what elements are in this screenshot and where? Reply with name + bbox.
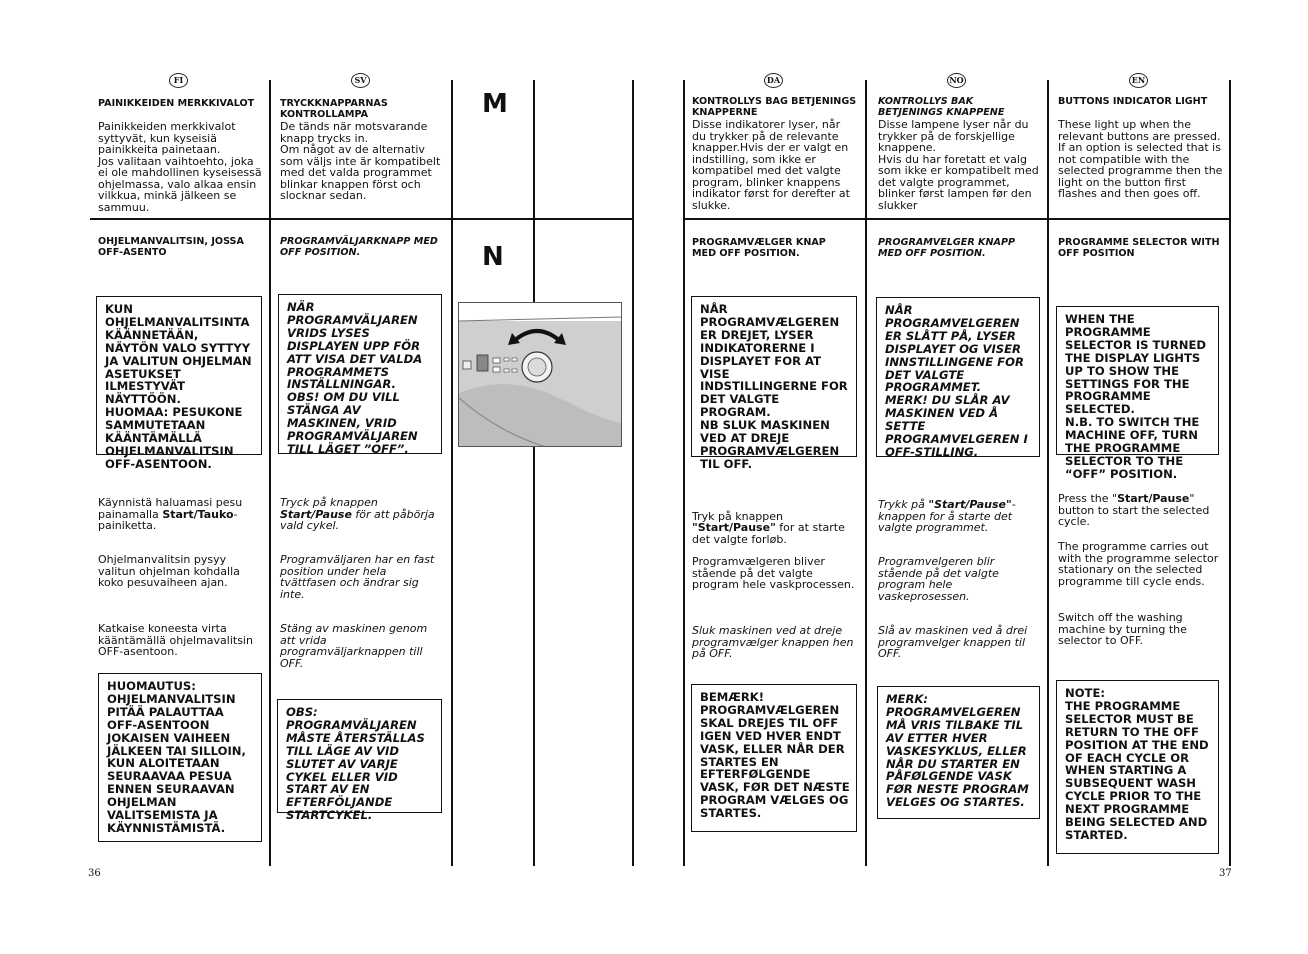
en-heading-m: BUTTONS INDICATOR LIGHT	[1058, 96, 1208, 107]
no-box-1: NÅR PROGRAMVELGEREN ER SLÅTT PÅ, LYSER DISPLAYET OG VISER INNSTILLINGENE FOR DET VALGTE PROGRAMMET. MERK! DU SLÅR AV MASKINEN VED Å SETTE PROGRAMVELGEREN I OFF-STILLING.	[876, 297, 1040, 457]
sv-paragraph-1: Tryck på knappen Start/Pause för att påbörja vald cykel.	[280, 496, 435, 532]
fi-box-1: KUN OHJELMANVALITSINTA KÄÄNNETÄÄN, NÄYTÖN VALO SYTTYY JA VALITUN OHJELMAN ASETUKSET ILMESTYVÄT NÄYTTÖÖN. HUOMAA: PESUKONE SAMMUTETAAN KÄÄNTÄMÄLLÄ OHJELMANVALITSIN OFF-ASENTOON.	[96, 296, 262, 455]
da-heading-n: PROGRAMVÆLGER KNAP MED OFF POSITION.	[692, 237, 826, 260]
sv-heading-m: TRYCKKNAPPARNAS KONTROLLAMPA	[280, 98, 388, 121]
en-paragraph-2: The programme carries out with the programme selector stationary on the selected programme till cycle ends.	[1058, 540, 1219, 588]
no-paragraph-1: Trykk på "Start/Pause"-knappen for å starte det valgte programmet.	[878, 498, 1016, 534]
fi-paragraph-3: Katkaise koneesta virta kääntämällä ohjelmavalitsin OFF-asentoon.	[98, 622, 253, 658]
fi-heading-m: PAINIKKEIDEN MERKKIVALOT	[98, 98, 255, 109]
no-heading-n: PROGRAMVELGER KNAPP MED OFF POSITION.	[878, 237, 1016, 260]
no-heading-m: KONTROLLYS BAK BETJENINGS KNAPPENE	[878, 96, 1005, 119]
en-box-1: WHEN THE PROGRAMME SELECTOR IS TURNED THE DISPLAY LIGHTS UP TO SHOW THE SETTINGS FOR THE PROGRAMME SELECTED. N.B. TO SWITCH THE MACHINE OFF, TURN THE PROGRAMME SELECTOR TO THE “OFF” POSITION.	[1056, 306, 1219, 455]
column-divider	[683, 80, 685, 866]
sv-box-1: NÄR PROGRAMVÄLJAREN VRIDS LYSES DISPLAYEN UPP FÖR ATT VISA DET VALDA PROGRAMMETS INSTÄLLNINGAR. OBS! OM DU VILL STÄNGA AV MASKINEN, VRID PROGRAMVÄLJAREN TILL LÄGET ”OFF”.	[278, 294, 442, 454]
column-divider	[269, 80, 271, 866]
language-badge-da: DA	[764, 73, 783, 88]
en-box-2: NOTE: THE PROGRAMME SELECTOR MUST BE RETURN TO THE OFF POSITION AT THE END OF EACH CYCLE OR WHEN STARTING A SUBSEQUENT WASH CYCLE PRIOR TO THE NEXT PROGRAMME BEING SELECTED AND STARTED.	[1056, 680, 1219, 854]
no-paragraph-3: Slå av maskinen ved å drei programvelger knappen til OFF.	[878, 624, 1028, 660]
language-badge-sv: SV	[351, 73, 370, 88]
column-divider	[451, 80, 453, 866]
column-divider	[1229, 80, 1231, 866]
column-divider	[1047, 80, 1049, 866]
fi-box-2: HUOMAUTUS: OHJELMANVALITSIN PITÄÄ PALAUTTAA OFF-ASENTOON JOKAISEN VAIHEEN JÄLKEEN TAI SILLOIN, KUN ALOITETAAN SEURAAVAA PESUA ENNEN SEURAAVAN OHJELMAN VALITSEMISTA JA KÄYNNISTÄMISTÄ.	[98, 673, 262, 842]
column-divider	[632, 80, 634, 866]
da-text-m: Disse indikatorer lyser, når du trykker på de relevante knapper.Hvis der er valgt en indstilling, som ikke er kompatibel med det valgte program, blinker knappens indikator først for derefter at slukke.	[692, 118, 850, 212]
en-paragraph-1: Press the "Start/Pause" button to start the selected cycle.	[1058, 492, 1210, 528]
column-divider	[533, 80, 535, 866]
page-number-left: 36	[88, 868, 101, 879]
da-paragraph-2: Programvælgeren bliver stående på det valgte program hele vaskprocessen.	[692, 555, 855, 591]
da-box-1: NÅR PROGRAMVÆLGEREN ER DREJET, LYSER INDIKATORERNE I DISPLAYET FOR AT VISE INDSTILLINGERNE FOR DET VALGTE PROGRAM. NB SLUK MASKINEN VED AT DREJE PROGRAMVÆLGEREN TIL OFF.	[691, 296, 857, 457]
section-label-n: N	[482, 242, 504, 272]
language-badge-en: EN	[1129, 73, 1148, 88]
fi-heading-n: OHJELMANVALITSIN, JOSSA OFF-ASENTO	[98, 236, 244, 259]
section-label-m: M	[482, 89, 508, 119]
section-divider	[683, 218, 1231, 220]
language-badge-fi: FI	[169, 73, 188, 88]
da-paragraph-3: Sluk maskinen ved at dreje programvælger knappen hen på OFF.	[692, 624, 854, 660]
fi-paragraph-1: Käynnistä haluamasi pesu painamalla Start/Tauko-painiketta.	[98, 496, 243, 532]
programme-selector-panel-icon	[458, 302, 622, 447]
sv-paragraph-2: Programväljaren har en fast position under hela tvättfasen och ändrar sig inte.	[280, 553, 435, 601]
no-paragraph-2: Programvelgeren blir stående på det valgte program hele vaskeprosessen.	[878, 555, 999, 603]
page-number-right: 37	[1219, 868, 1232, 879]
en-heading-n: PROGRAMME SELECTOR WITH OFF POSITION	[1058, 237, 1220, 260]
sv-box-2: OBS: PROGRAMVÄLJAREN MÅSTE ÅTERSTÄLLAS TILL LÄGE AV VID SLUTET AV VARJE CYKEL ELLER VID START AV EN EFTERFÖLJANDE STARTCYKEL.	[277, 699, 442, 813]
no-text-m: Disse lampene lyser når du trykker på de forskjellige knappene. Hvis du har foretatt et valg som ikke er kompatibelt med det valgte programmet, blinker først lampen før den slukker	[878, 118, 1039, 212]
da-heading-m: KONTROLLYS BAG BETJENINGS KNAPPERNE	[692, 96, 857, 119]
fi-text-m: Painikkeiden merkkivalot syttyvät, kun kyseisiä painikkeita painetaan. Jos valitaan vaihtoehto, joka ei ole mahdollinen kyseisessä ohjelmassa, valo alkaa ensin vilkkua, minkä jälkeen se sammuu.	[98, 120, 262, 214]
section-divider	[90, 218, 634, 220]
en-text-m: These light up when the relevant buttons are pressed. If an option is selected that is not compatible with the selected programme then the light on the button first flashes and then goes off.	[1058, 118, 1223, 200]
fi-paragraph-2: Ohjelmanvalitsin pysyy valitun ohjelman kohdalla koko pesuvaiheen ajan.	[98, 553, 240, 589]
en-paragraph-3: Switch off the washing machine by turning the selector to OFF.	[1058, 611, 1187, 647]
sv-heading-n: PROGRAMVÄLJARKNAPP MED OFF POSITION.	[280, 236, 438, 259]
language-badge-no: NO	[947, 73, 966, 88]
no-box-2: MERK: PROGRAMVELGEREN MÅ VRIS TILBAKE TIL AV ETTER HVER VASKESYKLUS, ELLER NÅR DU STARTER EN PÅFØLGENDE VASK FØR NESTE PROGRAM VELGES OG STARTES.	[877, 686, 1040, 819]
da-box-2: BEMÆRK! PROGRAMVÆLGEREN SKAL DREJES TIL OFF IGEN VED HVER ENDT VASK, ELLER NÅR DER STARTES EN EFTERFØLGENDE VASK, FØR DET NÆSTE PROGRAM VÆLGES OG STARTES.	[691, 684, 857, 832]
column-divider	[865, 80, 867, 866]
sv-paragraph-3: Stäng av maskinen genom att vrida programväljarknappen till OFF.	[280, 622, 428, 670]
sv-text-m: De tänds när motsvarande knapp trycks in. Om något av de alternativ som väljs inte är kompatibelt med det valda programmet blinkar knappen först och slocknar sedan.	[280, 120, 441, 202]
da-paragraph-1: Tryk på knappen "Start/Pause" for at starte det valgte forløb.	[692, 509, 845, 546]
